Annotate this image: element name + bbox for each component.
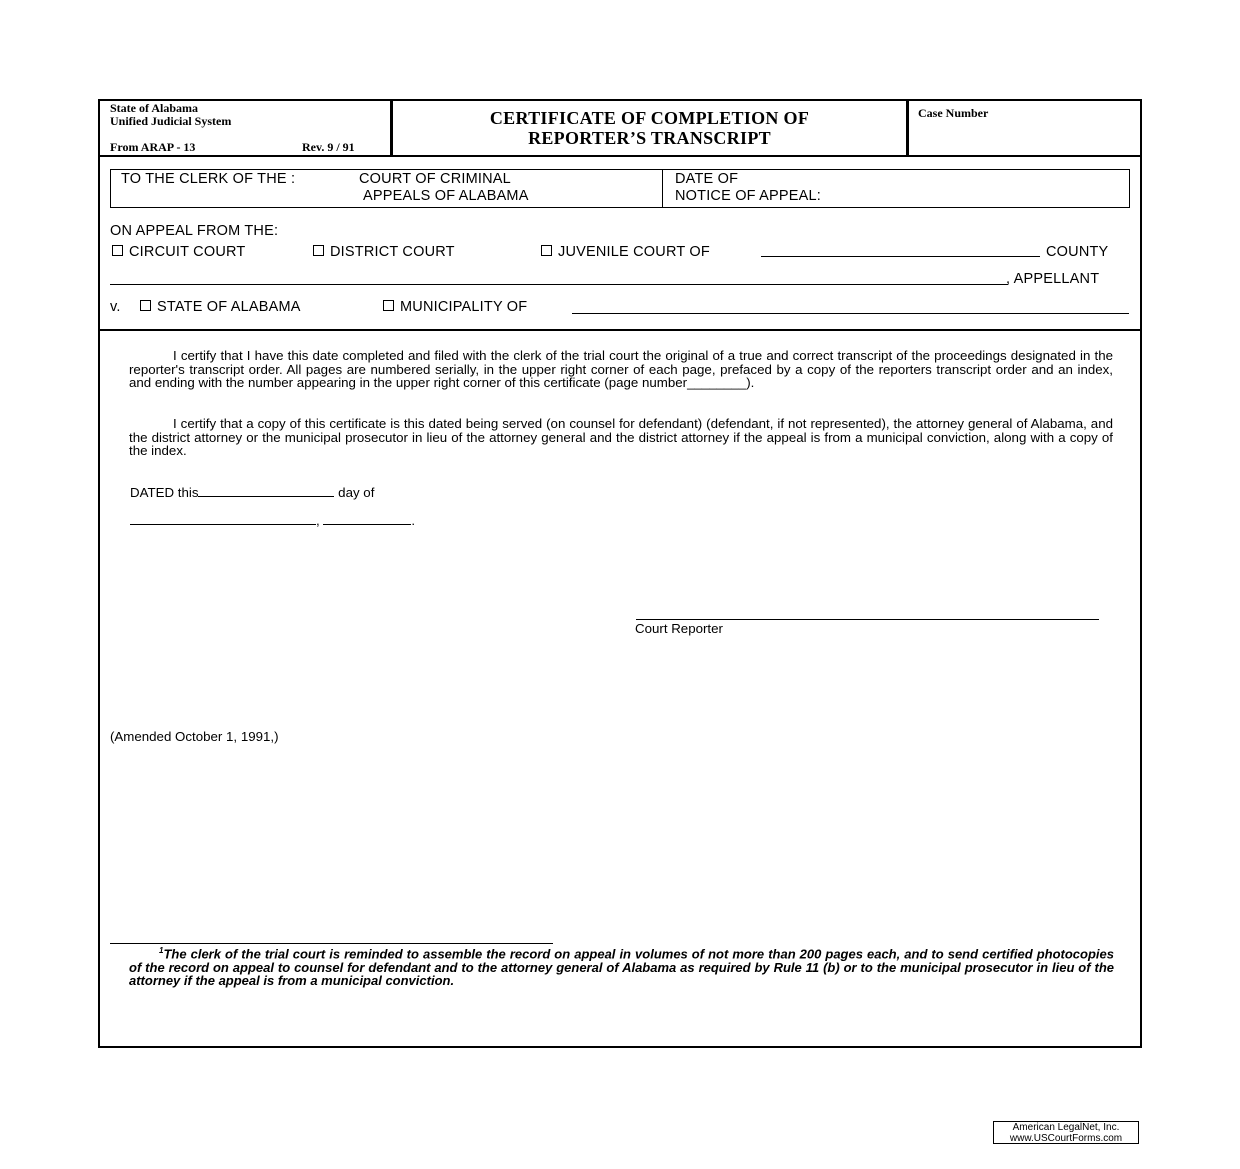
- district-court-checkbox[interactable]: [313, 245, 324, 256]
- court-reporter-label: Court Reporter: [635, 621, 723, 636]
- county-label: COUNTY: [1046, 244, 1109, 260]
- publisher-name: American LegalNet, Inc.: [1012, 1122, 1120, 1133]
- appellant-label: , APPELLANT: [1006, 271, 1100, 287]
- state-of-alabama-checkbox[interactable]: [140, 300, 151, 311]
- footnote-marker: 1: [159, 946, 164, 955]
- state-name: State of Alabama: [110, 101, 198, 115]
- notice-of-appeal-date-field[interactable]: [865, 186, 1123, 204]
- judicial-system-name: Unified Judicial System: [110, 114, 232, 128]
- case-number-label: Case Number: [918, 106, 989, 120]
- municipality-option[interactable]: [383, 299, 527, 316]
- title-line-1: CERTIFICATE OF COMPLETION OF: [489, 108, 810, 128]
- amended-note: (Amended October 1, 1991,): [110, 729, 279, 744]
- form-title: [393, 108, 906, 148]
- dated-line: [130, 486, 374, 500]
- district-court-option[interactable]: [313, 244, 455, 261]
- day-of-label: day of: [338, 485, 375, 500]
- state-of-alabama-option[interactable]: [140, 299, 301, 316]
- to-clerk-label: TO THE CLERK OF THE :: [121, 171, 296, 187]
- county-name-field[interactable]: [761, 256, 1040, 257]
- date-period: .: [411, 513, 416, 528]
- juvenile-court-checkbox[interactable]: [541, 245, 552, 256]
- dated-this-label: DATED this: [130, 485, 199, 500]
- municipality-label: MUNICIPALITY OF: [400, 299, 528, 315]
- publisher-stamp: [993, 1121, 1139, 1144]
- court-name-line-2: APPEALS OF ALABAMA: [363, 188, 529, 204]
- month-field[interactable]: [130, 524, 316, 525]
- appellant-name-field[interactable]: [110, 284, 1008, 285]
- form-revision: Rev. 9 / 91: [302, 140, 355, 154]
- municipality-name-field[interactable]: [572, 313, 1129, 314]
- header-divider-right: [906, 99, 909, 157]
- juvenile-court-option[interactable]: [541, 244, 710, 261]
- state-of-alabama-label: STATE OF ALABAMA: [157, 299, 301, 315]
- date-comma: ,: [316, 513, 320, 528]
- on-appeal-from-label: ON APPEAL FROM THE:: [110, 223, 279, 239]
- certification-paragraph-2: I certify that a copy of this certificate is this dated being served (on counsel for defendant) (defendant, if not represented), the attorney general of Alabama, and the district attorney or the municipal prosecutor in lieu of the attorney general and the district attorney if the appeal is from a municipal conviction, along with a copy of the index.: [129, 416, 1113, 458]
- footnote: [129, 944, 1114, 988]
- case-number-field[interactable]: [912, 124, 1136, 152]
- notice-of-appeal-label: NOTICE OF APPEAL:: [675, 188, 822, 204]
- form-frame: [98, 99, 1142, 1048]
- issuing-authority: [110, 102, 385, 128]
- title-line-2: REPORTER’S TRANSCRIPT: [528, 128, 771, 148]
- court-name-line-1: COURT OF CRIMINAL: [359, 171, 511, 187]
- date-of-label: DATE OF: [675, 171, 739, 187]
- footnote-text: The clerk of the trial court is reminded to assemble the record on appeal in volumes of not more than 200 pages each, and to send certified photocopies of the record on appeal to counsel for defendant and to the attorney general of Alabama as required by Rule 11 (b) or to the municipal prosecutor in lieu of the attorney if the appeal is from a municipal conviction.: [129, 946, 1114, 989]
- court-reporter-signature-field[interactable]: [636, 619, 1099, 620]
- certification-paragraph-1: I certify that I have this date completed and filed with the clerk of the trial court the original of a true and correct transcript of the proceedings designated in the reporter's transcript order. All pages are numbered serially, in the upper right corner of each page, prefaced by a copy of the reporters transcript order and an index, and ending with the number appearing in the upper right corner of this certificate (page number________).: [129, 348, 1113, 390]
- clerk-box-divider: [662, 169, 663, 208]
- circuit-court-option[interactable]: [112, 244, 245, 261]
- circuit-court-checkbox[interactable]: [112, 245, 123, 256]
- dated-day-field[interactable]: [198, 496, 334, 497]
- municipality-checkbox[interactable]: [383, 300, 394, 311]
- publisher-url[interactable]: www.USCourtForms.com: [1009, 1133, 1123, 1144]
- district-court-label: DISTRICT COURT: [330, 244, 455, 260]
- juvenile-court-label: JUVENILE COURT OF: [558, 244, 710, 260]
- form-number: From ARAP - 13: [110, 140, 196, 154]
- date-month-year-line: [130, 514, 415, 528]
- year-field[interactable]: [323, 524, 411, 525]
- section-divider: [98, 329, 1142, 331]
- header-divider: [98, 155, 1142, 157]
- versus-label: v.: [110, 299, 121, 315]
- circuit-court-label: CIRCUIT COURT: [129, 244, 246, 260]
